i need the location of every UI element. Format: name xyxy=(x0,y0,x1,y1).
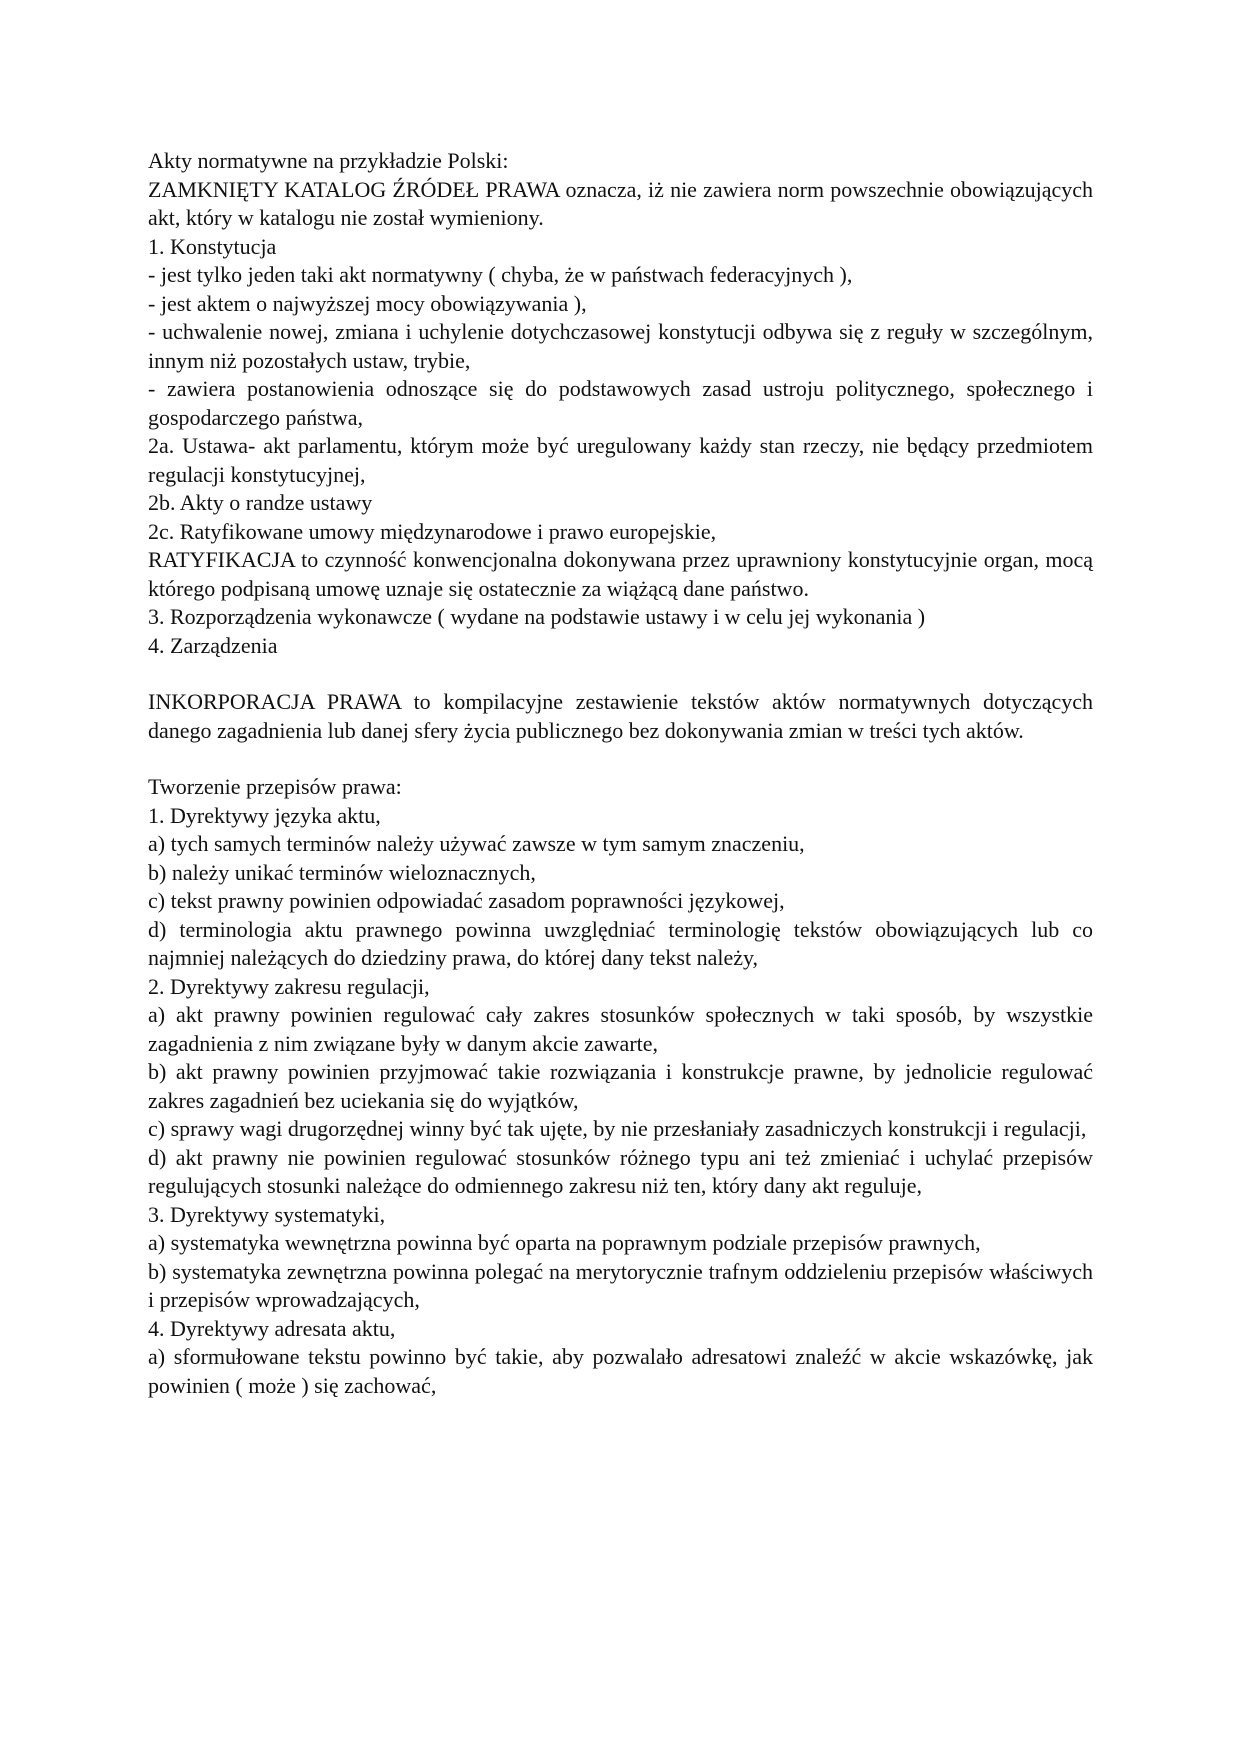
doc-subitem: a) akt prawny powinien regulować cały zakres stosunków społecznych w taki sposób, by wszystkie zagadnienia z nim związane były w danym akcie zawarte, xyxy=(148,1002,1093,1056)
doc-item-orders: 4. Zarządzenia xyxy=(148,632,278,658)
doc-item-constitution: 1. Konstytucja xyxy=(148,233,277,259)
doc-subitem: d) akt prawny nie powinien regulować stosunków różnego typu ani też zmieniać i uchylać przepisów regulujących stosunki należące do odmiennego zakresu niż ten, który dany akt reguluje, xyxy=(148,1144,1093,1198)
doc-paragraph-incorporation: INKORPORACJA PRAWA to kompilacyjne zestawienie tekstów aktów normatywnych dotyczących danego zagadnienia lub danej sfery życia publicznego bez dokonywania zmian w treści tych aktów. xyxy=(148,689,1093,743)
doc-item-acts-statute-rank: 2b. Akty o randze ustawy xyxy=(148,490,373,515)
doc-subitem: b) akt prawny powinien przyjmować takie rozwiązania i konstrukcje prawne, by jednolicie regulować zakres zagadnień bez uciekania się do wyjątków, xyxy=(148,1059,1093,1113)
doc-subitem: b) należy unikać terminów wieloznacznych, xyxy=(148,859,536,885)
doc-bullet: - jest tylko jeden taki akt normatywny ( chyba, że w państwach federacyjnych ), xyxy=(148,262,853,287)
blank-line xyxy=(148,745,1093,773)
doc-item-scope-directives: 2. Dyrektywy zakresu regulacji, xyxy=(148,973,430,999)
doc-subitem: a) systematyka wewnętrzna powinna być oparta na poprawnym podziale przepisów prawnych, xyxy=(148,1230,981,1255)
doc-bullet: - zawiera postanowienia odnoszące się do podstawowych zasad ustroju politycznego, społecznego i gospodarczego państwa, xyxy=(148,376,1093,430)
blank-line xyxy=(148,660,1093,688)
doc-item-statute: 2a. Ustawa- akt parlamentu, którym może być uregulowany każdy stan rzeczy, nie będący przedmiotem regulacji konstytucyjnej, xyxy=(148,433,1093,487)
doc-item-systematics-directives: 3. Dyrektywy systematyki, xyxy=(148,1201,386,1227)
doc-paragraph-closed-catalog: ZAMKNIĘTY KATALOG ŹRÓDEŁ PRAWA oznacza, iż nie zawiera norm powszechnie obowiązujących akt, który w katalogu nie został wymieniony. xyxy=(148,176,1093,230)
doc-subitem: d) terminologia aktu prawnego powinna uwzględniać terminologię tekstów obowiązujących lub co najmniej należących do dziedziny prawa, do której dany tekst należy, xyxy=(148,916,1093,970)
doc-subitem: c) sprawy wagi drugorzędnej winny być tak ujęte, by nie przesłaniały zasadniczych konstrukcji i regulacji, xyxy=(148,1116,1087,1141)
doc-item-addressee-directives: 4. Dyrektywy adresata aktu, xyxy=(148,1315,396,1341)
doc-item-regulations: 3. Rozporządzenia wykonawcze ( wydane na podstawie ustawy i w celu jej wykonania ) xyxy=(148,604,926,629)
doc-subitem: c) tekst prawny powinien odpowiadać zasadom poprawności językowej, xyxy=(148,888,785,913)
doc-subitem: a) sformułowane tekstu powinno być takie, aby pozwalało adresatowi znaleźć w akcie wskazówkę, jak powinien ( może ) się zachować, xyxy=(148,1344,1093,1398)
document-page xyxy=(148,147,1093,1400)
doc-subitem: a) tych samych terminów należy używać zawsze w tym samym znaczeniu, xyxy=(148,831,805,856)
doc-bullet: - uchwalenie nowej, zmiana i uchylenie dotychczasowej konstytucji odbywa się z reguły w szczególnym, innym niż pozostałych ustaw, trybie, xyxy=(148,319,1093,373)
doc-paragraph-ratification: RATYFIKACJA to czynność konwencjonalna dokonywana przez uprawniony konstytucyjnie organ, mocą którego podpisaną umowę uznaje się ostatecznie za wiążącą dane państwo. xyxy=(148,547,1093,601)
doc-item-ratified-agreements: 2c. Ratyfikowane umowy międzynarodowe i prawo europejskie, xyxy=(148,518,717,544)
doc-subitem: b) systematyka zewnętrzna powinna polegać na merytorycznie trafnym oddzieleniu przepisów właściwych i przepisów wprowadzających, xyxy=(148,1258,1093,1312)
doc-bullet: - jest aktem o najwyższej mocy obowiązywania ), xyxy=(148,290,587,316)
doc-heading: Akty normatywne na przykładzie Polski: xyxy=(148,148,509,173)
doc-subheading: Tworzenie przepisów prawa: xyxy=(148,774,402,799)
doc-item-language-directives: 1. Dyrektywy języka aktu, xyxy=(148,802,381,828)
